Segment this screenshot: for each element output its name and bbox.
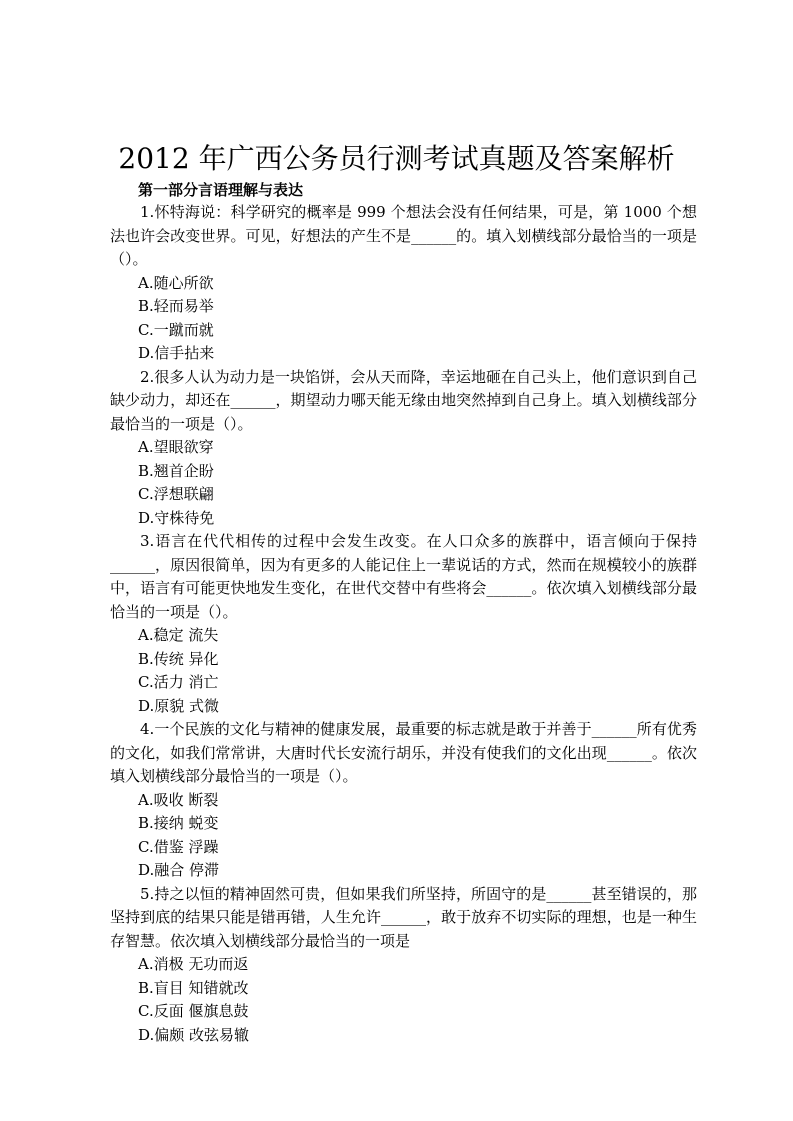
option-b: B.翘首企盼: [138, 461, 214, 480]
document-title: 2012 年广西公务员行测考试真题及答案解析: [118, 142, 675, 175]
document-body: [110, 201, 697, 1047]
option-a: A.吸收 断裂: [138, 790, 219, 809]
option-d: D.融合 停滞: [138, 861, 220, 879]
section-heading: 第一部分言语理解与表达: [138, 181, 304, 199]
option-a: A.望眼欲穿: [138, 438, 214, 456]
option-b: B.轻而易举: [138, 297, 214, 315]
option-a: A.随心所欲: [138, 273, 214, 292]
option-c: C.活力 消亡: [138, 673, 219, 691]
option-c: C.反面 偃旗息鼓: [138, 1002, 249, 1020]
option-b: B.盲目 知错就改: [138, 978, 249, 997]
option-a: A.消极 无功而返: [138, 955, 249, 973]
question-2: [110, 366, 697, 531]
option-b: B.接纳 蜕变: [138, 814, 219, 832]
question-stem: 1.怀特海说：科学研究的概率是 999 个想法会没有任何结果，可是，第 1000 个想法也许会改变世界。可见，好想法的产生不是______的。填入划横线部分最恰当的一项是（）。: [110, 203, 697, 268]
question-stem: 3.语言在代代相传的过程中会发生改变。在人口众多的族群中，语言倾向于保持______，原因很简单，因为有更多的人能记住上一辈说话的方式，然而在规模较小的族群中，语言有可能更快地发生变化，在世代交替中有些将会______。依次填入划横线部分最恰当的一项是（）。: [110, 532, 697, 621]
option-c: C.浮想联翩: [138, 485, 214, 503]
option-b: B.传统 异化: [138, 649, 219, 668]
option-d: D.信手拈来: [138, 344, 215, 362]
question-3: [110, 530, 697, 718]
option-d: D.守株待免: [138, 508, 215, 527]
question-stem: 2.很多人认为动力是一块馅饼，会从天而降，幸运地砸在自己头上，他们意识到自己缺少动力，却还在______，期望动力哪天能无缘由地突然掉到自己身上。填入划横线部分最恰当的一项是（）。: [110, 367, 697, 433]
option-d: D.偏颇 改弦易辙: [138, 1025, 250, 1044]
question-stem: 5.持之以恒的精神固然可贵，但如果我们所坚持，所固守的是______甚至错误的，那坚持到底的结果只能是错再错，人生允许______，敢于放弃不切实际的理想，也是一种生存智慧。依次填入划横线部分最恰当的一项是: [110, 884, 697, 950]
question-4: [110, 718, 697, 883]
option-c: C.一蹴而就: [138, 320, 214, 339]
option-d: D.原貌 式微: [138, 696, 220, 715]
question-5: [110, 883, 697, 1048]
question-1: [110, 201, 697, 366]
option-c: C.借鉴 浮躁: [138, 837, 219, 856]
question-stem: 4.一个民族的文化与精神的健康发展，最重要的标志就是敢于并善于______所有优秀的文化，如我们常常讲，大唐时代长安流行胡乐，并没有使我们的文化出现______。依次填入划横线部分最恰当的一项是（）。: [110, 720, 697, 785]
option-a: A.稳定 流失: [138, 626, 219, 644]
